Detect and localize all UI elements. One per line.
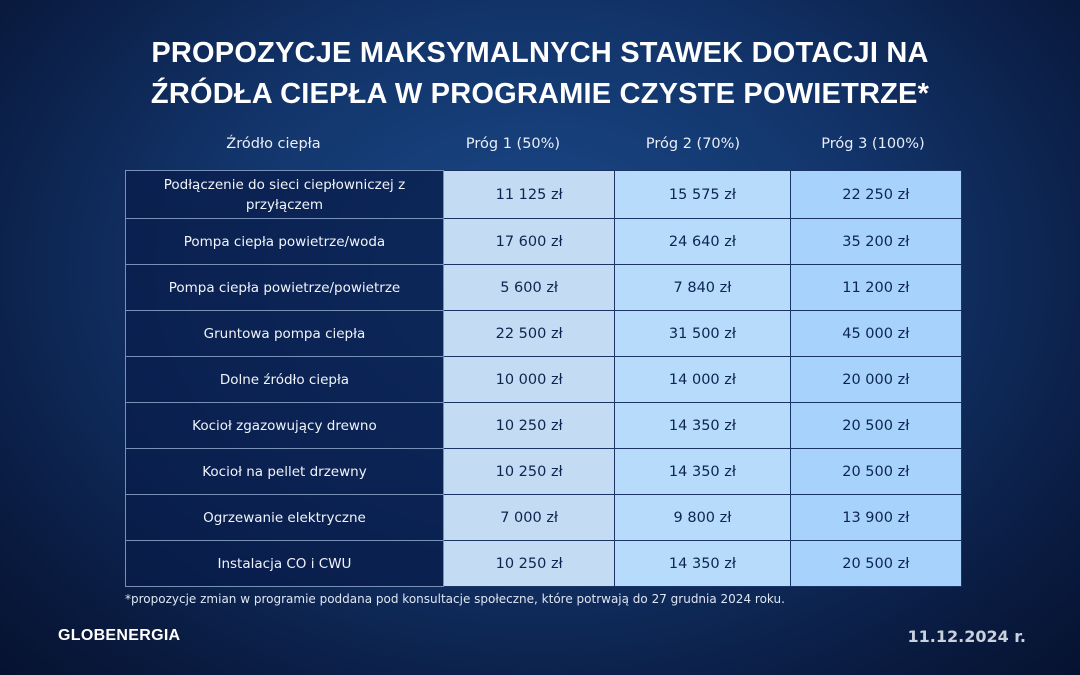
row-label: Instalacja CO i CWU	[126, 541, 444, 587]
cell-threshold-3: 20 500 zł	[790, 403, 961, 449]
table-row	[126, 495, 962, 541]
table-row	[126, 449, 962, 495]
row-label: Pompa ciepła powietrze/woda	[126, 219, 444, 265]
publication-date: 11.12.2024 r.	[907, 627, 1026, 646]
cell-threshold-2: 9 800 zł	[615, 495, 790, 541]
cell-threshold-3: 22 250 zł	[790, 171, 961, 219]
cell-threshold-1: 10 250 zł	[443, 541, 614, 587]
header-threshold-3: Próg 3 (100%)	[821, 136, 925, 152]
title-line-1: PROPOZYCJE MAKSYMALNYCH STAWEK DOTACJI NA	[151, 37, 929, 69]
cell-threshold-3: 35 200 zł	[790, 219, 961, 265]
subsidy-table	[125, 170, 962, 587]
cell-threshold-1: 11 125 zł	[443, 171, 614, 219]
cell-threshold-2: 14 000 zł	[615, 357, 790, 403]
row-label: Pompa ciepła powietrze/powietrze	[126, 265, 444, 311]
row-label: Kocioł zgazowujący drewno	[126, 403, 444, 449]
table-header-row	[125, 136, 962, 160]
table-row	[126, 357, 962, 403]
cell-threshold-2: 14 350 zł	[615, 403, 790, 449]
row-label: Kocioł na pellet drzewny	[126, 449, 444, 495]
cell-threshold-2: 15 575 zł	[615, 171, 790, 219]
cell-threshold-3: 20 500 zł	[790, 449, 961, 495]
cell-threshold-2: 24 640 zł	[615, 219, 790, 265]
brand-logo: GLOBENERGIA	[58, 627, 181, 644]
cell-threshold-2: 14 350 zł	[615, 449, 790, 495]
table-row	[126, 311, 962, 357]
table-row	[126, 541, 962, 587]
cell-threshold-2: 7 840 zł	[615, 265, 790, 311]
cell-threshold-3: 45 000 zł	[790, 311, 961, 357]
cell-threshold-1: 10 250 zł	[443, 449, 614, 495]
row-label: Gruntowa pompa ciepła	[126, 311, 444, 357]
header-source: Źródło ciepła	[226, 136, 321, 152]
cell-threshold-3: 11 200 zł	[790, 265, 961, 311]
footnote: *propozycje zmian w programie poddana pod konsultacje społeczne, które potrwają do 27 grudnia 2024 roku.	[125, 592, 785, 606]
cell-threshold-3: 20 500 zł	[790, 541, 961, 587]
cell-threshold-1: 10 250 zł	[443, 403, 614, 449]
page-title	[0, 33, 1080, 115]
cell-threshold-2: 31 500 zł	[615, 311, 790, 357]
header-threshold-2: Próg 2 (70%)	[645, 136, 741, 152]
row-label: Ogrzewanie elektryczne	[126, 495, 444, 541]
table-row	[126, 403, 962, 449]
table-row	[126, 219, 962, 265]
cell-threshold-3: 20 000 zł	[790, 357, 961, 403]
cell-threshold-1: 22 500 zł	[443, 311, 614, 357]
cell-threshold-1: 7 000 zł	[443, 495, 614, 541]
title-line-2: ŹRÓDŁA CIEPŁA W PROGRAMIE CZYSTE POWIETRZE*	[150, 78, 930, 110]
cell-threshold-1: 5 600 zł	[443, 265, 614, 311]
cell-threshold-2: 14 350 zł	[615, 541, 790, 587]
table-row	[126, 171, 962, 219]
cell-threshold-1: 10 000 zł	[443, 357, 614, 403]
header-threshold-1: Próg 1 (50%)	[465, 136, 561, 152]
cell-threshold-3: 13 900 zł	[790, 495, 961, 541]
row-label: Dolne źródło ciepła	[126, 357, 444, 403]
row-label: Podłączenie do sieci ciepłowniczej z przyłączem	[126, 171, 444, 219]
cell-threshold-1: 17 600 zł	[443, 219, 614, 265]
table-row	[126, 265, 962, 311]
